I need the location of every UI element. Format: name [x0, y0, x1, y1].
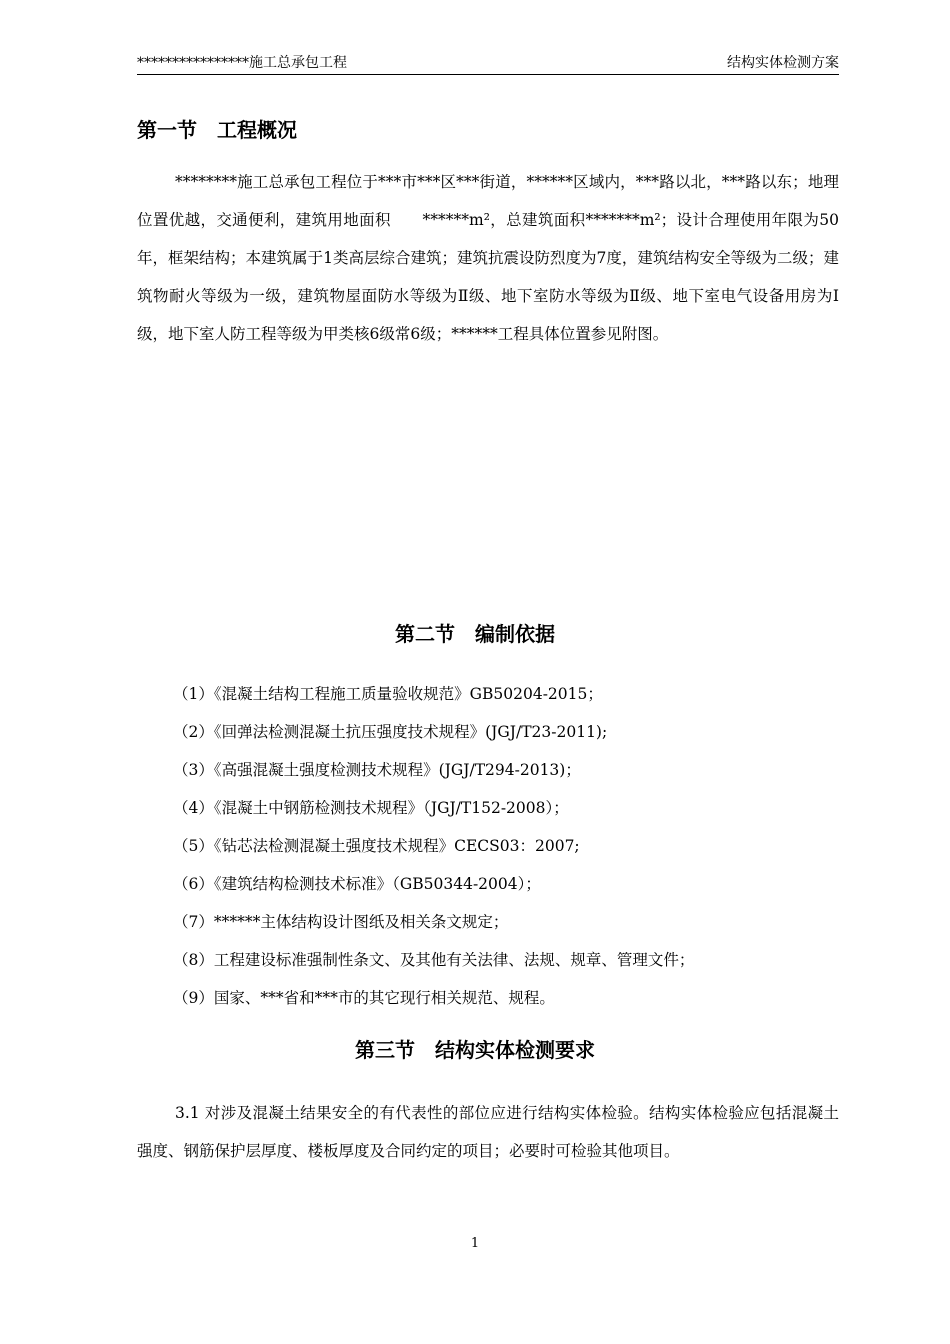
inspection-requirements-paragraph: 3.1 对涉及混凝土结果安全的有代表性的部位应进行结构实体检验。结构实体检验应包括混凝土强度、钢筋保护层厚度、楼板厚度及合同约定的项目；必要时可检验其他项目。 — [137, 1104, 839, 1160]
page-header — [137, 52, 839, 75]
page-number: 1 — [470, 1236, 480, 1251]
basis-item: （6）《建筑结构检测技术标准》（GB50344-2004）； — [173, 875, 541, 893]
basis-item: （8）工程建设标准强制性条文、及其他有关法律、法规、规章、管理文件； — [173, 951, 695, 969]
section-3-title: 第三节 结构实体检测要求 — [355, 1038, 595, 1062]
basis-item: （4）《混凝土中钢筋检测技术规程》（JGJ/T152-2008）； — [173, 799, 569, 817]
basis-item: （9）国家、***省和***市的其它现行相关规范、规程。 — [173, 989, 555, 1007]
basis-item: （5）《钻芯法检测混凝土强度技术规程》CECS03：2007; — [173, 837, 580, 855]
basis-item: （3）《高强混凝土强度检测技术规程》(JGJ/T294-2013)； — [173, 761, 581, 779]
header-project-title: ****************施工总承包工程 — [137, 55, 347, 71]
basis-list — [173, 675, 839, 1017]
basis-item: （2）《回弹法检测混凝土抗压强度技术规程》(JGJ/T23-2011); — [173, 723, 608, 741]
header-document-title: 结构实体检测方案 — [727, 55, 839, 71]
basis-item: （1）《混凝土结构工程施工质量验收规范》GB50204-2015； — [173, 685, 603, 703]
section-1-title: 第一节 工程概况 — [137, 118, 297, 142]
project-overview-paragraph: ********施工总承包工程位于***市***区***街道，******区域内，***路以北，***路以东；地理位置优越，交通便利，建筑用地面积 ******m²，总建筑面积*******m²；设计合理使用年限为50年，框架结构；本建筑属于1类高层综合建筑；建筑抗震设防烈度为7度，建筑结构安全等级为二级；建筑物耐火等级为一级，建筑物屋面防水等级为Ⅱ级、地下室防水等级为Ⅱ级、地下室电气设备用房为Ⅰ级，地下室人防工程等级为甲类核6级常6级；******工程具体位置参见附图。 — [137, 173, 839, 343]
section-2-title: 第二节 编制依据 — [395, 622, 555, 646]
basis-item: （7）******主体结构设计图纸及相关条文规定； — [173, 913, 509, 931]
